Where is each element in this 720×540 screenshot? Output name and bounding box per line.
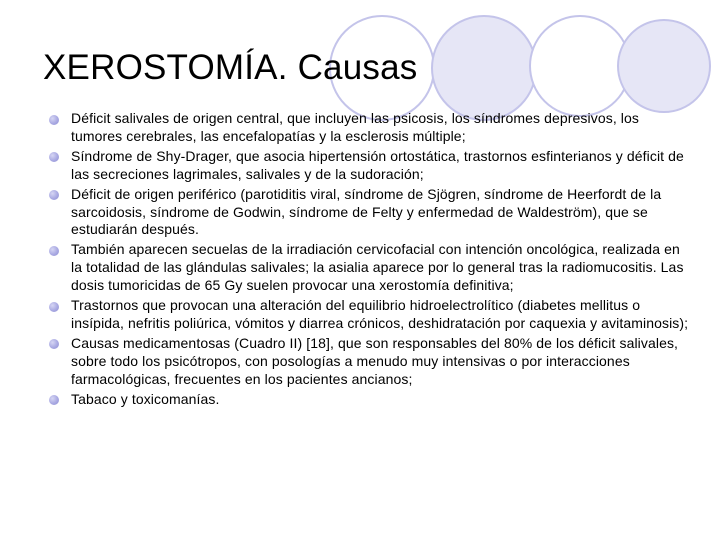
- list-item: [49, 391, 689, 409]
- list-item-text: Causas medicamentosas (Cuadro II) [18], que son responsables del 80% de los déficit salivales, sobre todo los psicótropos, con posologías a menudo muy intensivas o por interacciones farmacológicas, frecuentes en los pacientes ancianos;: [71, 334, 679, 387]
- bullet-list: [49, 110, 689, 411]
- slide-title: XEROSTOMÍA. Causas: [43, 48, 418, 87]
- decor-circle-4: [618, 20, 710, 112]
- list-item-text: También aparecen secuelas de la irradiación cervicofacial con intención oncológica, realizada en la totalidad de las glándulas salivales; la asialia aparece por lo general tras la radiomucositis. Las dosis tumoricidas de 65 Gy suelen provocar una xerostomía definitiva;: [71, 241, 684, 294]
- list-item: [49, 148, 689, 184]
- decor-circle-3: [530, 16, 630, 116]
- list-item: [49, 335, 689, 389]
- list-item: [49, 297, 689, 333]
- list-item-text: Síndrome de Shy-Drager, que asocia hipertensión ortostática, trastornos esfinterianos y déficit de las secreciones lagrimales, salivales y de la sudoración;: [71, 147, 684, 182]
- list-item: [49, 110, 689, 146]
- circle-bullet-icon: [49, 115, 59, 125]
- circle-bullet-icon: [49, 190, 59, 200]
- list-item-text: Tabaco y toxicomanías.: [71, 390, 220, 407]
- decor-circle-2: [432, 16, 536, 120]
- circle-bullet-icon: [49, 339, 59, 349]
- list-item: [49, 186, 689, 240]
- list-item-text: Déficit de origen periférico (parotiditis viral, síndrome de Sjögren, síndrome de Heerfordt de la sarcoidosis, síndrome de Godwin, síndrome de Felty y enfermedad de Waldeström), que se estudiarán después.: [71, 185, 662, 238]
- list-item-text: Trastornos que provocan una alteración del equilibrio hidroelectrolítico (diabetes mellitus o insípida, nefritis poliúrica, vómitos y diarrea crónicos, deshidratación por caquexia y avitaminosis);: [71, 297, 689, 331]
- circle-bullet-icon: [49, 395, 59, 405]
- list-item: [49, 241, 689, 295]
- circle-bullet-icon: [49, 246, 59, 256]
- circle-bullet-icon: [49, 302, 59, 312]
- circle-bullet-icon: [49, 152, 59, 162]
- list-item-text: Déficit salivales de origen central, que incluyen las psicosis, los síndromes depresivos, los tumores cerebrales, las encefalopatías y la esclerosis múltiple;: [71, 110, 640, 144]
